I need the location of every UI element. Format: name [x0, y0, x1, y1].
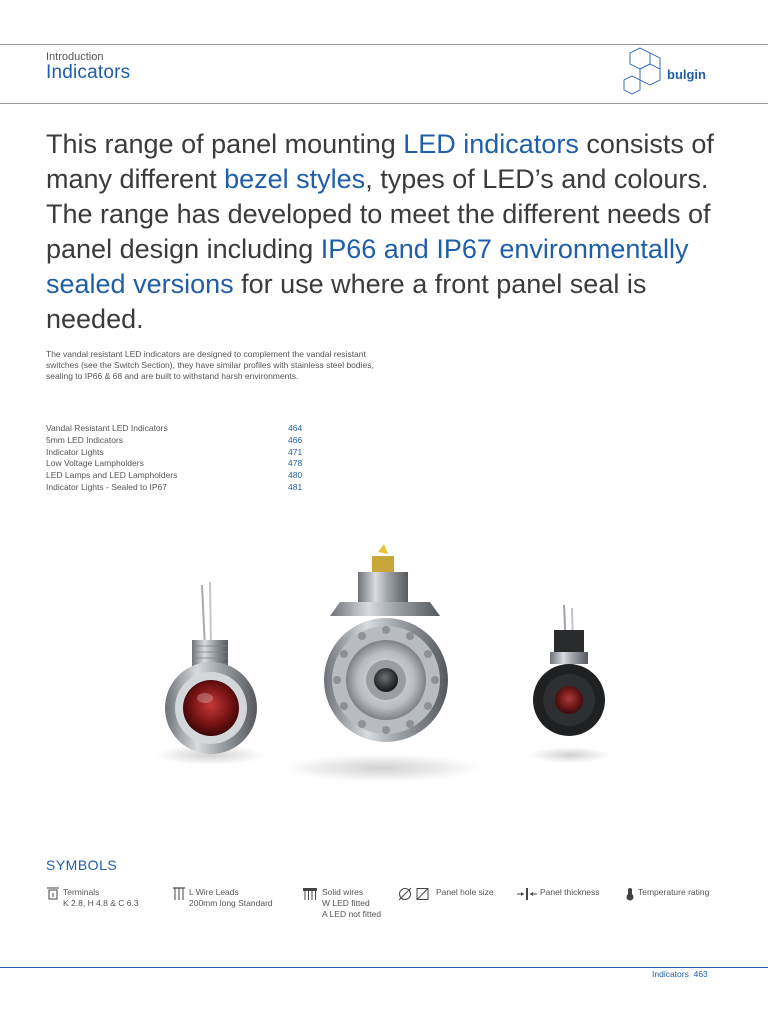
symbol-label: Temperature rating	[638, 887, 710, 897]
intro-highlight-bezel-styles: bezel styles	[224, 164, 366, 194]
intro-paragraph	[46, 127, 746, 337]
intro-text: , types of LED’s and colours. The range has developed to meet the different needs of panel design including	[46, 164, 711, 264]
symbol-panel-hole	[398, 887, 518, 901]
contents-item-name: Vandal Resistant LED Indicators	[46, 423, 168, 433]
contents-item-page: 471	[288, 446, 303, 457]
contents-item[interactable]	[46, 470, 326, 482]
temperature-icon	[624, 887, 636, 901]
red-led-indicator	[155, 582, 265, 765]
contents-list	[46, 423, 326, 494]
vandal-resistant-indicator	[282, 544, 482, 782]
contents-item-name: LED Lamps and LED Lampholders	[46, 470, 178, 481]
contents-item-page: 481	[288, 481, 303, 492]
intro-text: This range of panel mounting	[46, 129, 404, 159]
product-photo	[150, 530, 620, 790]
panel-hole-icon	[398, 887, 430, 901]
panel-thickness-icon	[516, 887, 538, 901]
contents-item-name: Low Voltage Lampholders	[46, 458, 144, 469]
symbol-label: Panel thickness	[540, 887, 600, 897]
contents-item-page: 480	[288, 470, 303, 481]
wire-leads-icon	[172, 887, 186, 901]
section-title: Indicators	[46, 62, 131, 83]
contents-item[interactable]	[46, 482, 326, 494]
contents-item[interactable]	[46, 435, 326, 447]
contents-item-page: 464	[288, 423, 303, 433]
description-paragraph: The vandal resistant LED indicators are designed to complement the vandal resistant switches (see the Switch Section), they have similar profiles with stainless steel bodies, sealing to IP66 & 68 and are built to withstand harsh environments.	[46, 349, 374, 381]
section-label: Introduction	[46, 51, 104, 63]
contents-item-name: 5mm LED Indicators	[46, 434, 123, 445]
intro-highlight-ip-versions: IP66 and IP67 environmentally sealed versions	[46, 234, 689, 299]
intro-text: for use where a front panel seal is needed.	[46, 269, 647, 334]
symbol-solid-wires	[302, 887, 402, 927]
contents-item-page: 478	[288, 458, 303, 469]
symbol-terminals	[46, 887, 176, 923]
symbol-label: Panel hole size	[436, 887, 494, 897]
symbol-temperature	[624, 887, 744, 901]
contents-item-page: 466	[288, 434, 303, 445]
brand-name: bulgin	[667, 67, 706, 82]
terminal-icon	[46, 887, 60, 901]
page-number: 463	[693, 969, 708, 979]
contents-item-name: Indicator Lights	[46, 446, 104, 457]
solid-wires-icon	[302, 887, 318, 901]
symbols-title: SYMBOLS	[46, 857, 118, 873]
symbol-label: Solid wires W LED fitted A LED not fitted	[322, 887, 382, 919]
intro-highlight-led-indicators: LED indicators	[403, 129, 579, 159]
footer-rule	[0, 967, 768, 968]
contents-item[interactable]	[46, 447, 326, 459]
symbol-label: L Wire Leads 200mm long Standard	[189, 887, 273, 908]
contents-item[interactable]	[46, 458, 326, 470]
header-bottom-rule	[0, 103, 768, 104]
symbol-label: Terminals K 2.8, H 4.8 & C 6.3	[63, 887, 139, 908]
symbol-wire-leads	[172, 887, 302, 923]
contents-item[interactable]	[46, 423, 326, 435]
footer-label: Indicators 463	[652, 969, 708, 979]
symbol-panel-thickness	[516, 887, 626, 901]
intro-text: consists of many different	[46, 129, 714, 194]
contents-item-name: Indicator Lights - Sealed to IP67	[46, 481, 167, 492]
black-bezel-indicator	[530, 605, 610, 763]
